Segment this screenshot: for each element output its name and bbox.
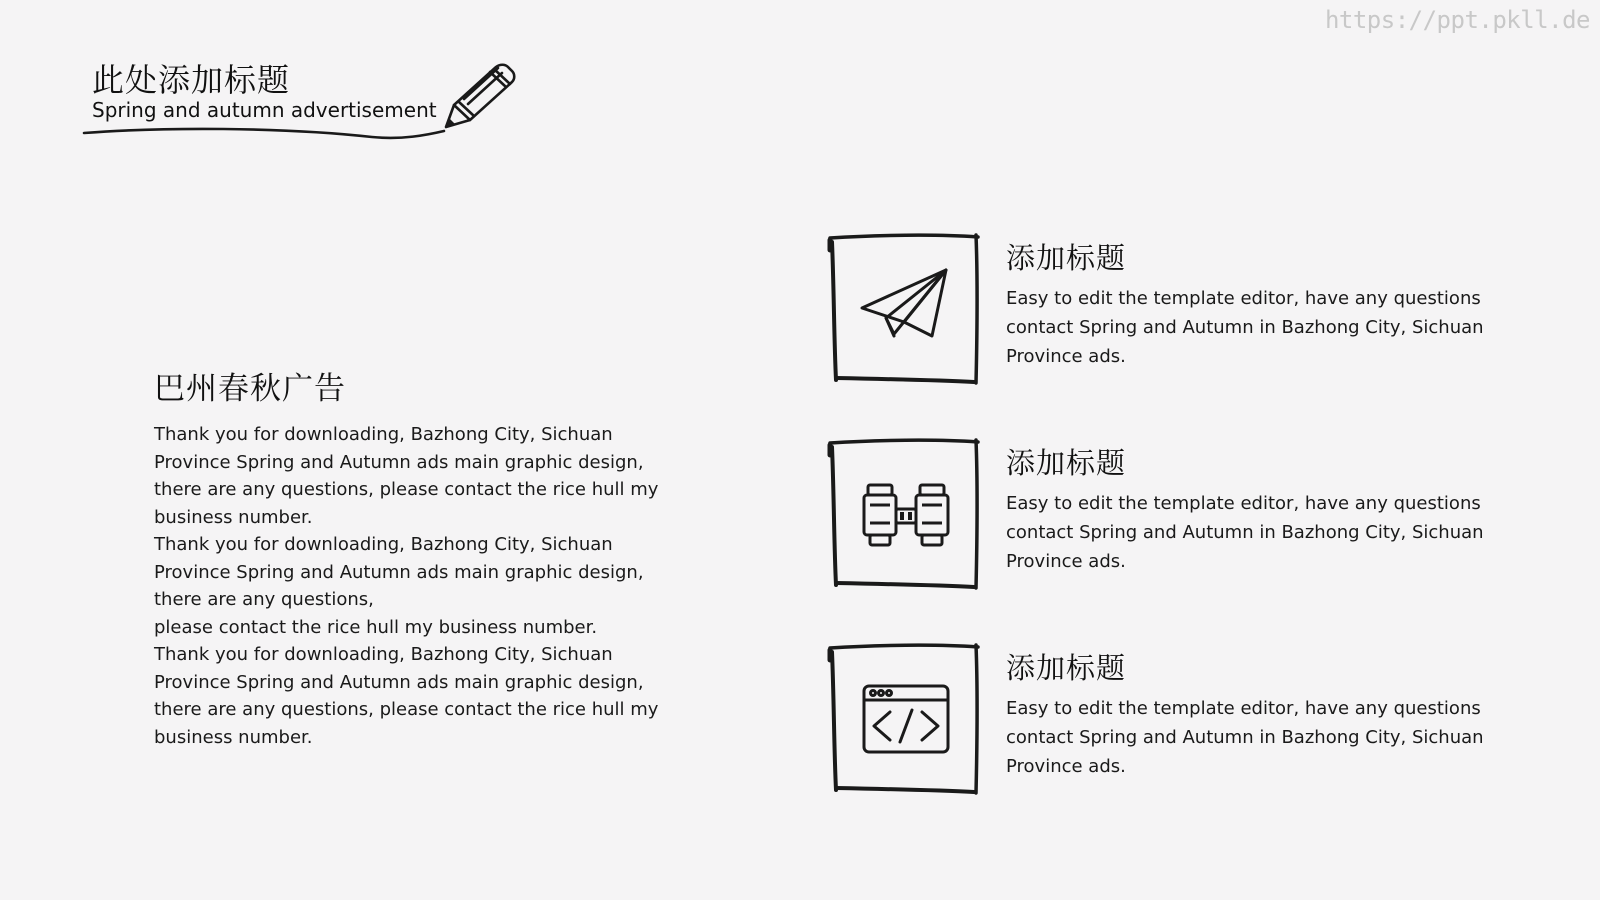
intro-body [154,421,674,751]
feature-description: Easy to edit the template editor, have any questions contact Spring and Autumn in Bazhong City, Sichuan Province ads. [1006,493,1484,572]
page-title: 此处添加标题 [92,61,291,99]
feature-title: 添加标题 [1006,241,1127,275]
intro-section [154,363,674,751]
feature-item [826,640,1526,800]
code-window-icon [856,670,956,770]
feature-item [826,435,1526,595]
intro-title: 巴州春秋广告 [154,371,346,407]
feature-item [826,230,1526,390]
feature-title: 添加标题 [1006,446,1127,480]
intro-paragraph: Thank you for downloading, Bazhong City, Sichuan Province Spring and Autumn ads main graphic design, there are any questions, [154,534,644,610]
feature-description: Easy to edit the template editor, have any questions contact Spring and Autumn in Bazhong City, Sichuan Province ads. [1006,698,1484,777]
intro-paragraph: Thank you for downloading, Bazhong City, Sichuan Province Spring and Autumn ads main graphic design, there are any questions, please contact the rice hull my business number. [154,424,659,528]
feature-description: Easy to edit the template editor, have any questions contact Spring and Autumn in Bazhong City, Sichuan Province ads. [1006,288,1484,367]
paper-plane-icon [856,260,956,360]
watermark-url: https://ppt.pkll.de [1324,6,1590,34]
pencil-icon [442,61,518,133]
sketch-underline [82,125,452,145]
intro-paragraph: please contact the rice hull my business number. [154,616,598,638]
page-header [82,55,522,150]
feature-title: 添加标题 [1006,651,1127,685]
binoculars-icon [856,465,956,565]
page-subtitle: Spring and autumn advertisement [92,98,437,122]
intro-paragraph: Thank you for downloading, Bazhong City, Sichuan Province Spring and Autumn ads main graphic design, there are any questions, please contact the rice hull my business number. [154,644,659,748]
